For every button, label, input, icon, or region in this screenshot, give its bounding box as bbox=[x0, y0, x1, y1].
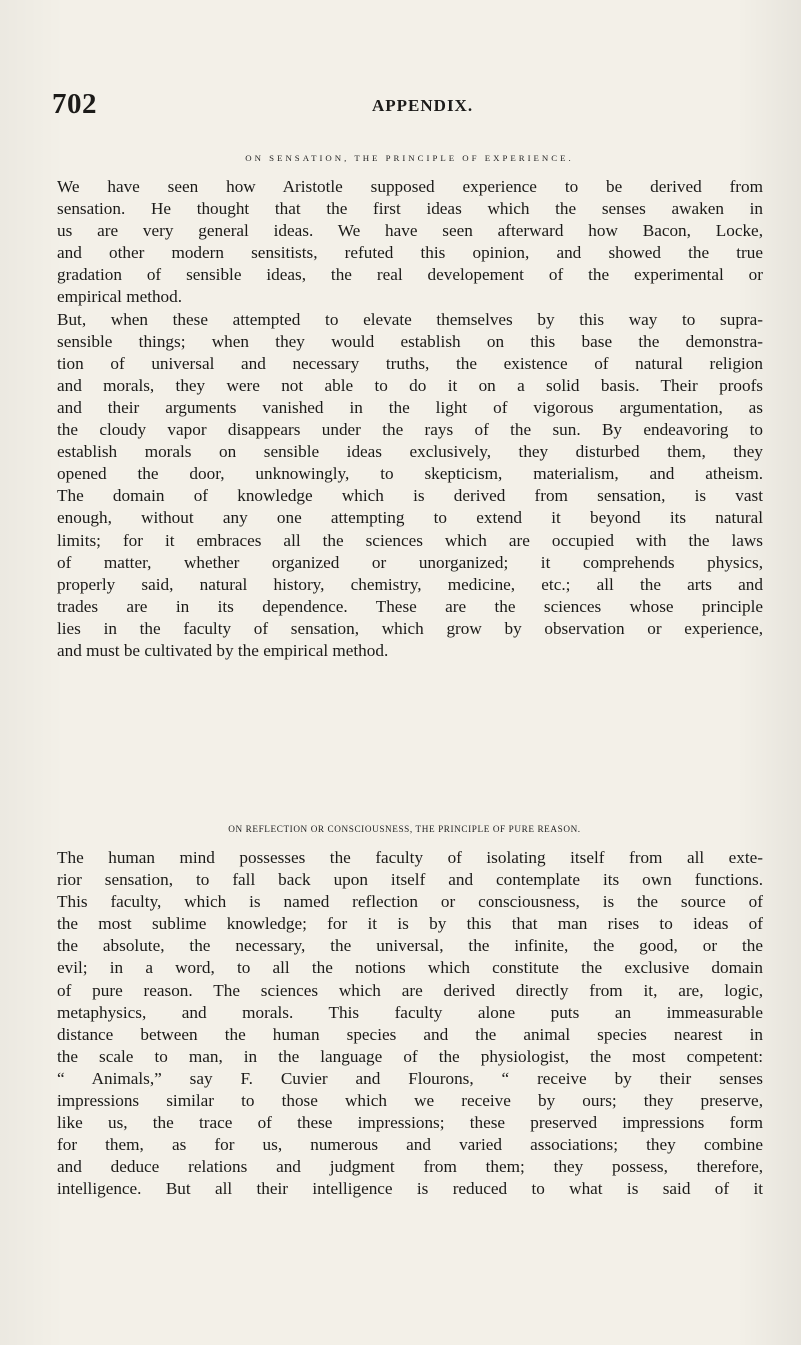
text-line: sensation. He thought that the first ideas which the senses awaken in bbox=[57, 199, 763, 219]
text-line: intelligence. But all their intelligence is reduced to what is said of it bbox=[57, 1179, 763, 1199]
text-line: the most sublime knowledge; for it is by this that man rises to ideas of bbox=[57, 914, 763, 934]
text-line: The domain of knowledge which is derived from sensation, is vast bbox=[57, 486, 763, 506]
text-line: for them, as for us, numerous and varied associations; they combine bbox=[57, 1135, 763, 1155]
text-line: us are very general ideas. We have seen afterward how Bacon, Locke, bbox=[57, 221, 763, 241]
text-line: of matter, whether organized or unorganized; it comprehends physics, bbox=[57, 552, 763, 572]
text-line: like us, the trace of these impressions; these preserved impressions form bbox=[57, 1113, 763, 1133]
text-line: and must be cultivated by the empirical method. bbox=[57, 640, 389, 660]
text-line: the absolute, the necessary, the universal, the infinite, the good, or the bbox=[57, 936, 763, 956]
text-line: We have seen how Aristotle supposed experience to be derived from bbox=[57, 177, 763, 196]
text-line: lies in the faculty of sensation, which grow by observation or experience, bbox=[57, 618, 763, 638]
text-line: But, when these attempted to elevate themselves by this way to supra- bbox=[57, 309, 763, 329]
text-line: sensible things; when they would establish on this base the demonstra- bbox=[57, 331, 763, 351]
text-line: establish morals on sensible ideas exclusively, they disturbed them, they bbox=[57, 442, 763, 462]
section-heading-sensation: ON SENSATION, THE PRINCIPLE OF EXPERIENCE. bbox=[245, 153, 574, 163]
text-line: This faculty, which is named reflection or consciousness, is the source of bbox=[57, 892, 763, 912]
text-line: “ Animals,” say F. Cuvier and Flourons, “ receive by their senses bbox=[57, 1068, 763, 1088]
section-body-reflection bbox=[57, 847, 763, 1201]
page-number: 702 bbox=[52, 88, 97, 120]
text-line: impressions similar to those which we receive by ours; they preserve, bbox=[57, 1091, 763, 1111]
text-line: properly said, natural history, chemistry, medicine, etc.; all the arts and bbox=[57, 574, 763, 594]
text-line: and morals, they were not able to do it on a solid basis. Their proofs bbox=[57, 375, 763, 395]
page-header bbox=[52, 86, 762, 126]
text-line: tion of universal and necessary truths, the existence of natural religion bbox=[57, 353, 763, 373]
text-line: rior sensation, to fall back upon itself and contemplate its own functions. bbox=[57, 870, 763, 890]
text-line: empirical method. bbox=[57, 287, 183, 307]
text-line: evil; in a word, to all the notions which constitute the exclusive domain bbox=[57, 958, 763, 978]
running-head: APPENDIX. bbox=[372, 96, 474, 115]
text-line: and deduce relations and judgment from them; they possess, therefore, bbox=[57, 1157, 763, 1177]
section-heading-reflection: ON REFLECTION OR CONSCIOUSNESS, THE PRINCIPLE OF PURE REASON. bbox=[228, 824, 581, 834]
text-line: and other modern sensitists, refuted this opinion, and showed the true bbox=[57, 243, 763, 263]
text-line: distance between the human species and the animal species nearest in bbox=[57, 1024, 763, 1044]
text-line: The human mind possesses the faculty of isolating itself from all exte- bbox=[57, 848, 763, 867]
text-line: the cloudy vapor disappears under the rays of the sun. By endeavoring to bbox=[57, 420, 763, 440]
text-line: trades are in its dependence. These are the sciences whose principle bbox=[57, 596, 763, 616]
section-body-sensation bbox=[57, 176, 763, 662]
text-line: of pure reason. The sciences which are derived directly from it, are, logic, bbox=[57, 980, 763, 1000]
text-line: gradation of sensible ideas, the real developement of the experimental or bbox=[57, 265, 763, 285]
text-line: enough, without any one attempting to extend it beyond its natural bbox=[57, 508, 763, 528]
text-line: the scale to man, in the language of the physiologist, the most competent: bbox=[57, 1046, 763, 1066]
text-line: limits; for it embraces all the sciences which are occupied with the laws bbox=[57, 530, 763, 550]
text-line: metaphysics, and morals. This faculty alone puts an immeasurable bbox=[57, 1002, 763, 1022]
text-line: opened the door, unknowingly, to skepticism, materialism, and atheism. bbox=[57, 464, 763, 484]
text-line: and their arguments vanished in the light of vigorous argumentation, as bbox=[57, 397, 763, 417]
